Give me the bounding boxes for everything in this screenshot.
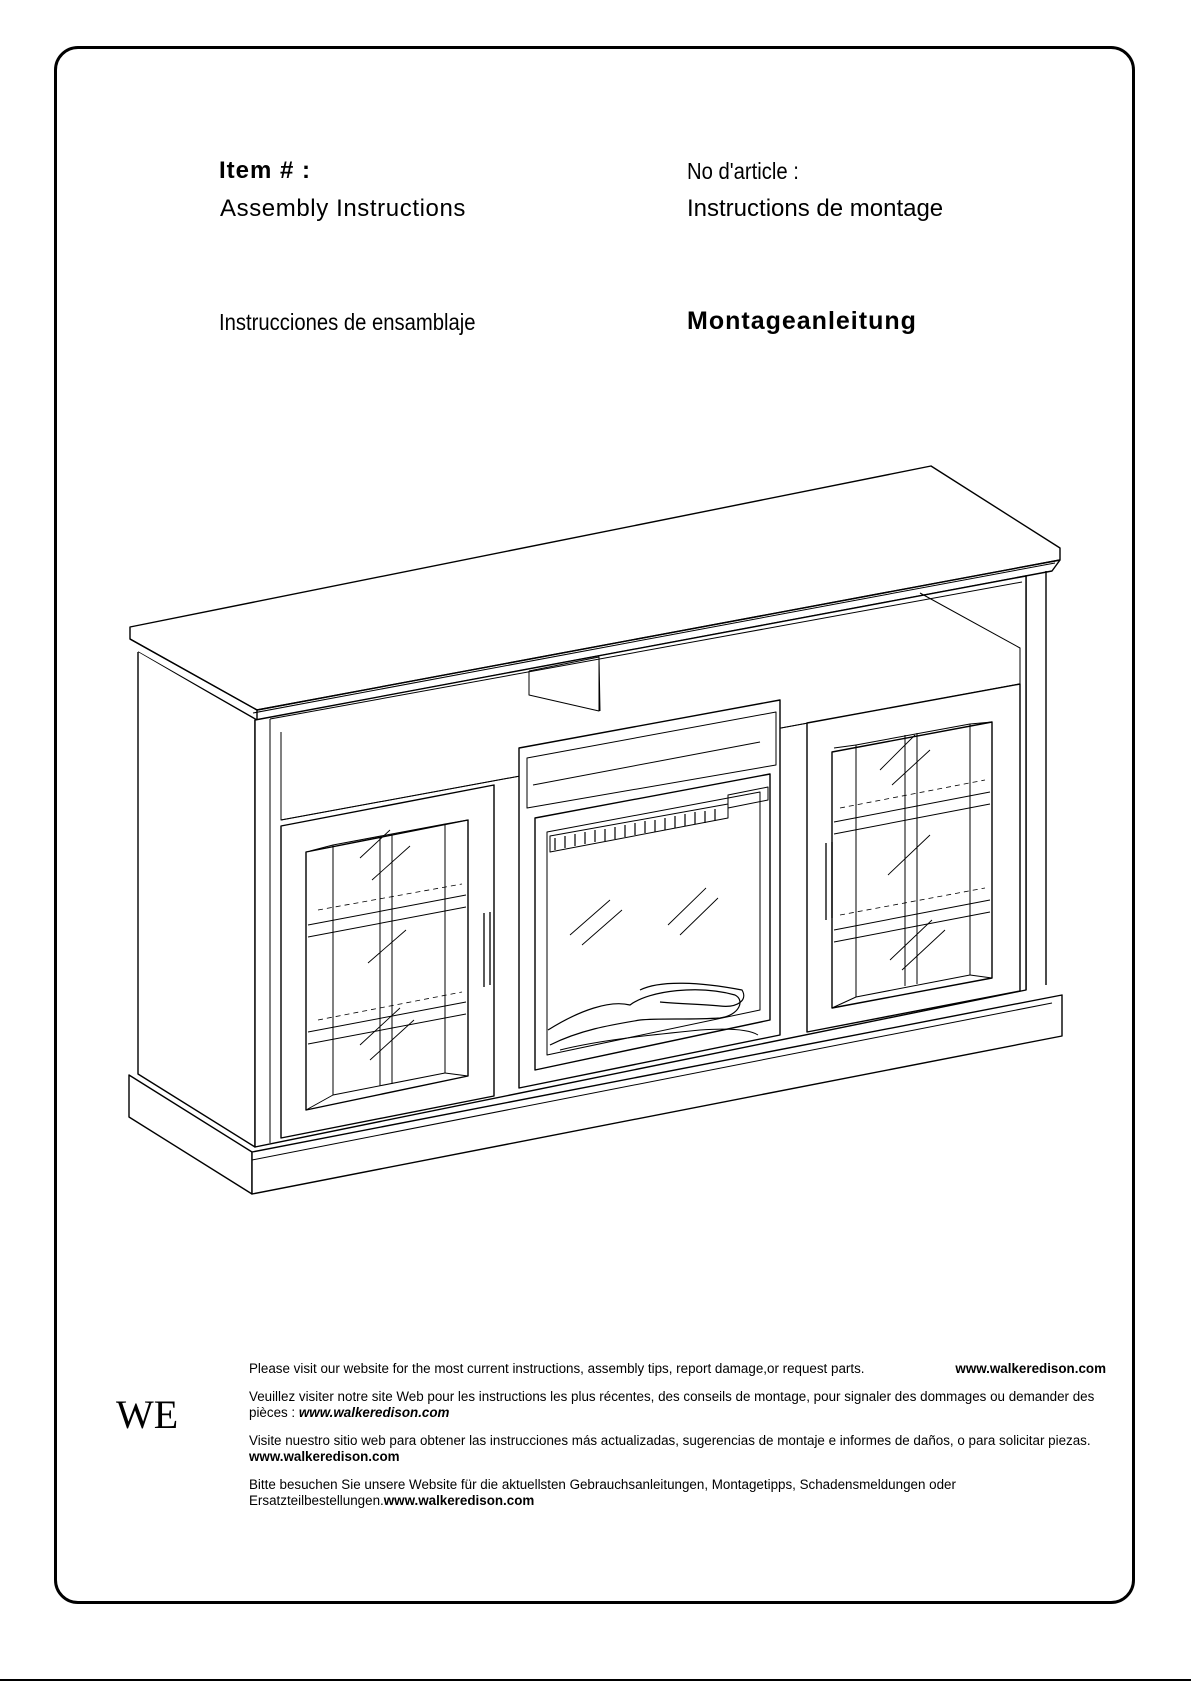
item-number-label-fr: No d'article : bbox=[687, 158, 799, 184]
assembly-instructions-title-es: Instrucciones de ensamblaje bbox=[219, 309, 476, 335]
footer-en-text: Please visit our website for the most current instructions, assembly tips, report damage,or request parts. bbox=[249, 1361, 865, 1376]
bottom-rule bbox=[0, 1679, 1191, 1681]
assembly-instructions-title-fr: Instructions de montage bbox=[687, 195, 944, 222]
footer-de-url[interactable]: www.walkeredison.com bbox=[383, 1493, 535, 1508]
item-number-label: Item # : bbox=[219, 157, 312, 184]
footer-de bbox=[249, 1477, 1106, 1509]
footer-fr bbox=[249, 1389, 1106, 1421]
footer-de-text: Bitte besuchen Sie unsere Website für die aktuellsten Gebrauchsanleitungen, Montagetipps, Schadensmeldungen oder Ersatzteilbestellungen. bbox=[249, 1477, 956, 1508]
logo-letters: WE bbox=[116, 1392, 179, 1437]
walker-edison-monogram-logo bbox=[112, 1388, 192, 1458]
footer-fr-text: Veuillez visiter notre site Web pour les instructions les plus récentes, des conseils de montage, pour signaler des dommages ou demander des pièces : bbox=[249, 1389, 1095, 1420]
footer-es bbox=[249, 1433, 1106, 1465]
footer-es-url[interactable]: www.walkeredison.com bbox=[249, 1449, 400, 1464]
assembly-instructions-title: Assembly Instructions bbox=[220, 195, 467, 222]
footer-info bbox=[249, 1361, 1106, 1521]
footer-fr-url[interactable]: www.walkeredison.com bbox=[298, 1405, 450, 1420]
footer-en-url[interactable]: www.walkeredison.com bbox=[955, 1361, 1106, 1376]
footer-es-text: Visite nuestro sitio web para obtener las instrucciones más actualizadas, sugerencias de montaje e informes de daños, o para solicitar piezas. bbox=[249, 1433, 1091, 1448]
footer-en bbox=[249, 1361, 1106, 1377]
assembly-instructions-title-de: Montageanleitung bbox=[687, 307, 917, 335]
